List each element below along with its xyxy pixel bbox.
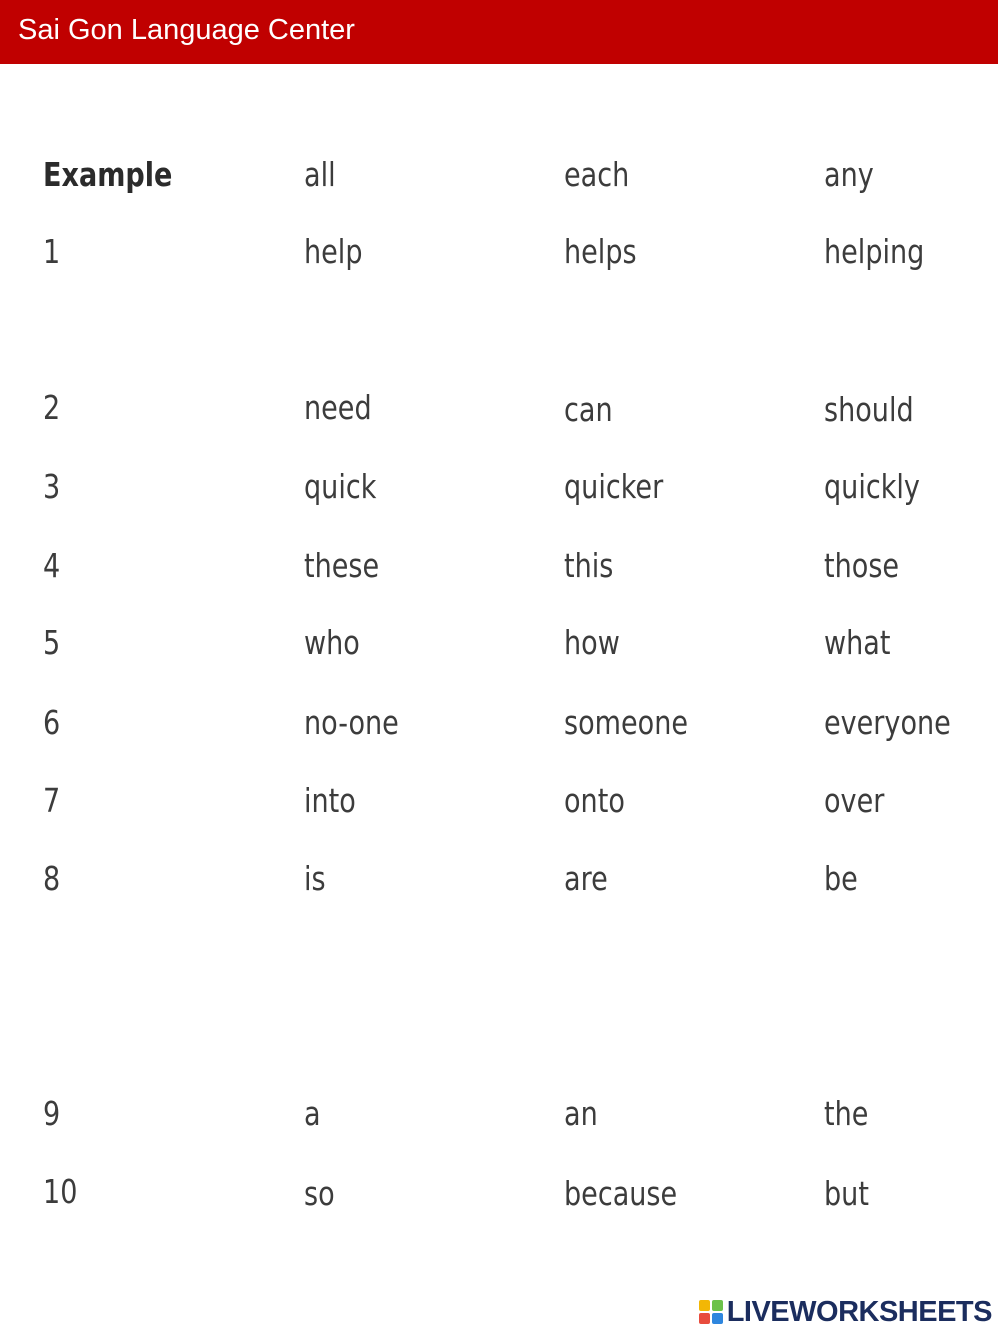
row-label: 10 xyxy=(43,1172,78,1211)
option-c: but xyxy=(824,1174,869,1213)
row-label: Example xyxy=(43,155,173,194)
option-a: quick xyxy=(304,467,377,506)
option-b: are xyxy=(564,859,608,898)
option-c: any xyxy=(824,155,874,194)
option-c: be xyxy=(824,859,858,898)
option-a: no-one xyxy=(304,703,399,742)
option-c: everyone xyxy=(824,703,951,742)
option-c: those xyxy=(824,546,900,585)
option-c: helping xyxy=(824,232,925,271)
option-a: is xyxy=(304,859,326,898)
option-a: a xyxy=(304,1094,321,1133)
row-label: 4 xyxy=(43,546,61,585)
option-a: these xyxy=(304,546,380,585)
option-a: into xyxy=(304,781,356,820)
header-bar xyxy=(0,0,998,64)
option-a: need xyxy=(304,388,372,427)
option-b: helps xyxy=(564,232,637,271)
option-a: all xyxy=(304,155,336,194)
row-label: 5 xyxy=(43,623,61,662)
option-a: so xyxy=(304,1174,335,1213)
row-label: 3 xyxy=(43,467,61,506)
logo-square xyxy=(712,1313,723,1324)
option-c: the xyxy=(824,1094,869,1133)
option-c: what xyxy=(824,623,891,662)
option-c: over xyxy=(824,781,885,820)
logo-square xyxy=(699,1313,710,1324)
row-label: 6 xyxy=(43,703,61,742)
row-label: 7 xyxy=(43,781,61,820)
option-b: because xyxy=(564,1174,678,1213)
logo-text: LIVEWORKSHEETS xyxy=(726,1295,992,1328)
row-label: 8 xyxy=(43,859,61,898)
option-c: quickly xyxy=(824,467,920,506)
option-b: how xyxy=(564,623,620,662)
option-a: who xyxy=(304,623,360,662)
option-b: can xyxy=(564,390,613,429)
row-label: 9 xyxy=(43,1094,61,1133)
liveworksheets-logo xyxy=(699,1296,992,1328)
option-b: quicker xyxy=(564,467,664,506)
logo-square xyxy=(712,1300,723,1311)
option-b: onto xyxy=(564,781,625,820)
option-b: this xyxy=(564,546,614,585)
option-b: an xyxy=(564,1094,598,1133)
row-label: 2 xyxy=(43,388,61,427)
option-b: each xyxy=(564,155,630,194)
logo-squares-icon xyxy=(699,1300,723,1324)
header-title: Sai Gon Language Center xyxy=(18,14,355,46)
row-label: 1 xyxy=(43,232,61,271)
option-a: help xyxy=(304,232,363,271)
option-c: should xyxy=(824,390,914,429)
logo-square xyxy=(699,1300,710,1311)
option-b: someone xyxy=(564,703,689,742)
